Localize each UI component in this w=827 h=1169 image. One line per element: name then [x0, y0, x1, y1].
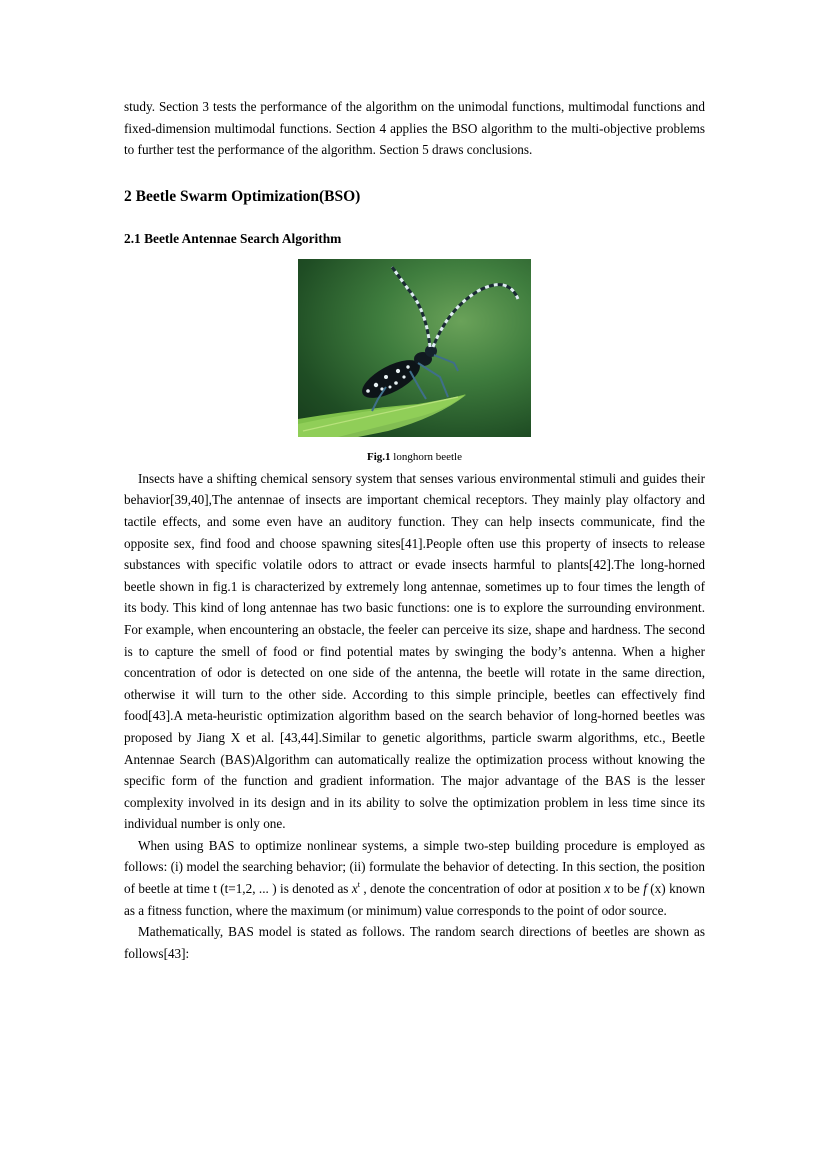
paragraph-insects: Insects have a shifting chemical sensory system that senses various environmental stimuli and guides their behavior[39,40],The antennae of insects are important chemical receptors. They mainly play olfactory and tactile effects, and some even have an auditory function. They can help insects communicate, find the opposite sex, find food and choose spawning sites[41].People often use this property of insects to release substances with specific volatile odors to attract or evade insects harmful to plants[42].The long-horned beetle shown in fig.1 is characterized by extremely long antennae, sometimes up to four times the length of its body. This kind of long antennae has two basic functions: one is to explore the surrounding environment. For example, when encountering an obstacle, the feeler can perceive its size, shape and hardness. The second is to capture the smell of food or find potential mates by swinging the body’s antenna. When a higher concentration of odor is detected on one side of the antenna, the beetle will rotate in the same direction, otherwise it will turn to the other side. According to this simple principle, beetles can effectively find food[43].A meta-heuristic optimization algorithm based on the search behavior of long-horned beetles was proposed by Jiang X et al. [43,44].Similar to genetic algorithms, particle swarm algorithms, etc., Beetle Antennae Search (BAS)Algorithm can automatically realize the optimization process without knowing the specific form of the function and gradient information. The major advantage of the BAS is the lesser complexity involved in its design and in its ability to solve the optimization problem in less time since its individual number is only one. [124, 470, 705, 832]
figure-caption-text: longhorn beetle [390, 450, 462, 463]
paragraph-bas-procedure [124, 835, 705, 921]
bas-text-c: to be [610, 881, 644, 897]
figure-label: Fig.1 [366, 450, 391, 463]
figure-caption [124, 450, 705, 464]
fitness-function-symbol: f [643, 881, 647, 897]
bas-text-d: known as a fitness function, where the maximum (or minimum) value corresponds to the point of odor source. [124, 881, 705, 918]
bas-text-a: When using BAS to optimize nonlinear systems, a simple two-step building procedure is employed as follows: (i) model the searching behavior; (ii) formulate the behavior of detecting. In this section, the position of beetle at time t (t=1,2, ... ) is denoted as [124, 837, 705, 897]
subsection-title: 2.1 Beetle Antennae Search Algorithm [124, 230, 342, 246]
longhorn-beetle-illustration [298, 259, 531, 437]
time-superscript: t [357, 880, 360, 890]
bas-text-b: , denote the concentration of odor at position [359, 881, 605, 897]
position-x: x [604, 881, 611, 897]
beetle-figure-image [298, 259, 531, 437]
paper-page [124, 96, 705, 964]
position-variable: x [351, 881, 358, 897]
intro-paragraph: study. Section 3 tests the performance of the algorithm on the unimodal functions, multimodal functions and fixed-dimension multimodal functions. Section 4 applies the BSO algorithm to the multi-objective problems to further test the performance of the algorithm. Section 5 draws conclusions. [124, 99, 705, 158]
paragraph-math: Mathematically, BAS model is stated as follows. The random search directions of beetles are shown as follows[43]: [124, 924, 705, 961]
section-title: 2 Beetle Swarm Optimization(BSO) [124, 187, 361, 205]
fitness-function-arg: (x) [646, 881, 666, 897]
